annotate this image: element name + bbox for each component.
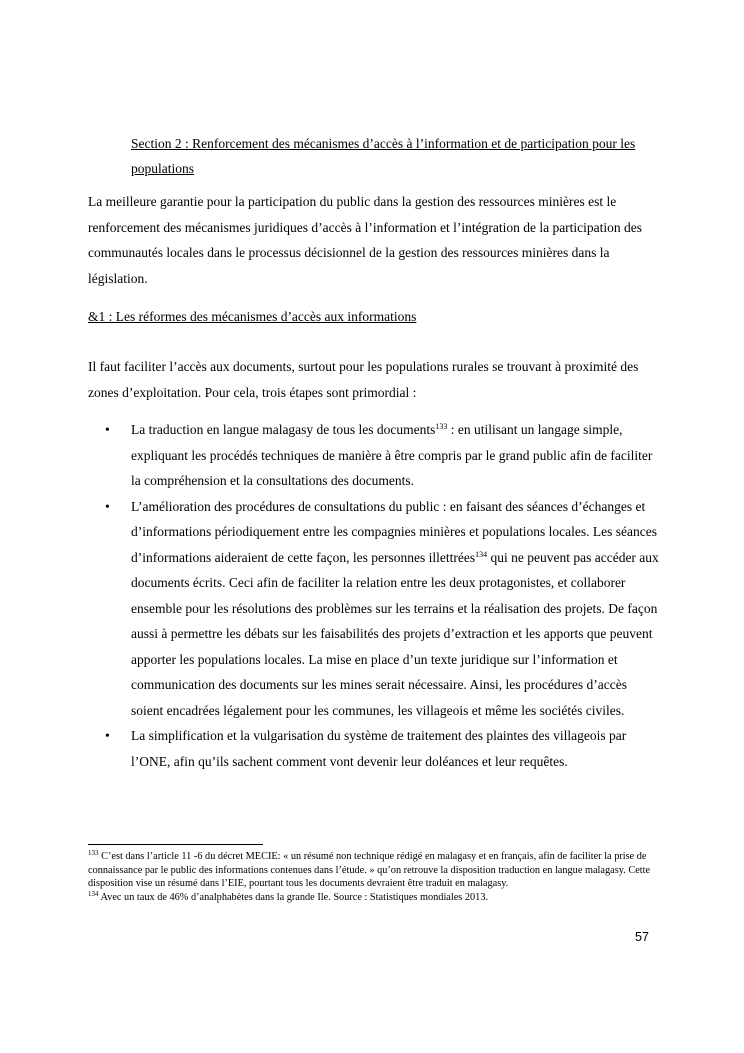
bullet-icon: • — [105, 498, 110, 514]
bullet-item-consultation — [105, 494, 661, 724]
bullet-text: L’amélioration des procédures de consultations du public : en faisant des séances d’échanges et d’informations périodiquement entre les compagnies minières et populations locales. Les séances d’informations aideraient de cette façon, les personnes illettrées — [131, 498, 657, 565]
bullet-text: La simplification et la vulgarisation du système de traitement des plaintes des villageois par l’ONE, afin qu’ils sachent comment vont devenir leur doléances et leur requêtes. — [131, 728, 627, 769]
section-title — [131, 131, 661, 181]
bullet-icon: • — [105, 422, 110, 437]
footnote-134 — [88, 891, 660, 905]
bullet-text-cont: qui ne peuvent pas accéder aux documents écrits. Ceci afin de faciliter la relation entre les deux protagonistes, et collaborer ensemble pour les résolutions des problèmes sur les terrains et la réalisation des projets. De façon aussi à permettre les débats sur les faisabilités des projets d’extraction et les apports que peuvent apporter les populations locales. La mise en place d’un texte juridique sur l’information et communication des documents sur les mines serait nécessaire. Ainsi, les procédures d’accès soient encadrées légalement pour les communes, les villageois et même les sociétés civiles. — [131, 549, 659, 718]
bullet-item-translation — [105, 417, 661, 494]
footnotes — [88, 850, 660, 905]
intro-paragraph: La meilleure garantie pour la participation du public dans la gestion des ressources minières est le renforcement des mécanismes juridiques d’accès à l’information et l’intégration de la participation des communautés locales dans le processus décisionnel de la gestion des ressources minières dans la législation. — [88, 194, 643, 286]
footnote-text: Avec un taux de 46% d’analphabètes dans la grande Ile. Source : Statistiques mondiales 2013. — [98, 892, 489, 904]
footnote-text: C’est dans l’article 11 -6 du décret MECIE: « un résumé non technique rédigé en malagasy et en français, afin de faciliter la prise de connaissance par le public des informations contenues dans l’étude. » qu’on retrouve la disposition traduction en langue malagasy. Cette disposition vise un résumé dans l’EIE, pourtant tous les documents devraient être traduit en malagasy. — [88, 851, 651, 890]
footnote-ref[interactable]: 133 — [435, 422, 448, 431]
footnote-divider — [88, 844, 263, 845]
footnote-ref[interactable]: 134 — [475, 549, 488, 559]
bullet-text-cont: : en utilisant un langage simple, expliquant les procédés techniques de manière à être compris par le grand public afin de faciliter la compréhension et la consultations des documents. — [131, 422, 653, 488]
bullet-text: La traduction en langue malagasy de tous les documents — [131, 422, 436, 437]
subheading: &1 : Les réformes des mécanismes d’accès aux informations — [88, 309, 417, 324]
bullet-icon: • — [105, 728, 110, 743]
footnote-number: 134 — [88, 890, 99, 899]
section-title-text: Section 2 : Renforcement des mécanismes d’accès à l’information et de participation pour les populations — [131, 136, 636, 176]
bullet-item-simplification — [105, 723, 661, 774]
page-number: 57 — [635, 930, 649, 944]
footnote-number: 133 — [88, 849, 99, 857]
access-paragraph: Il faut faciliter l’accès aux documents, surtout pour les populations rurales se trouvant à proximité des zones d’exploitation. Pour cela, trois étapes sont primordial : — [88, 359, 639, 400]
bullet-list — [105, 417, 661, 774]
footnote-133 — [88, 850, 660, 891]
